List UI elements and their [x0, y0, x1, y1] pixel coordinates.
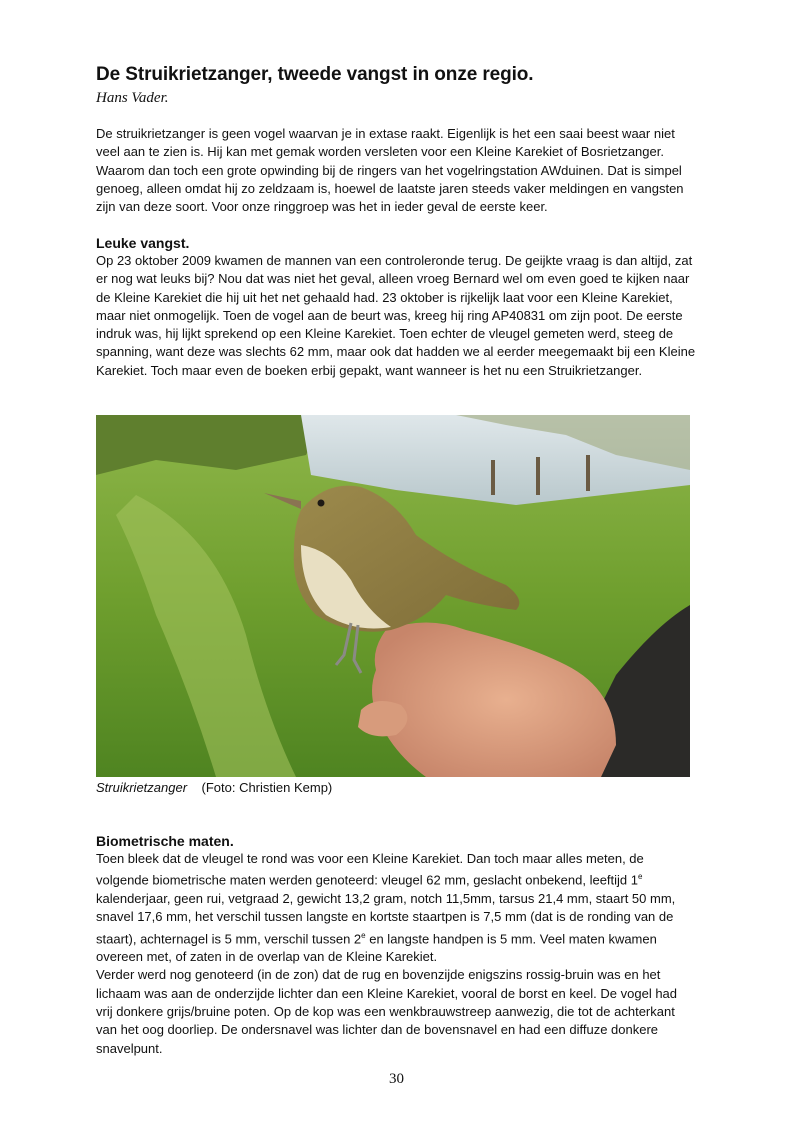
section-heading-biometrische-maten: Biometrische maten.	[96, 833, 234, 849]
biometrics-text-2: kalenderjaar, geen rui, vetgraad 2, gewicht 13,2 gram, notch 11,5mm, tarsus 21,4 mm, staart 50 mm, snavel 17,6 mm, het verschil tussen langste en kortste staartpen is 7,5 mm (dat is de ronding van de staart), achternagel is 5 mm, verschil tussen 2	[96, 890, 676, 946]
section-body-biometrische-maten	[96, 850, 696, 1058]
article-author: Hans Vader.	[96, 90, 169, 106]
biometrics-text-1: Toen bleek dat de vleugel te rond was voor een Kleine Karekiet. Dan toch maar alles meten, de volgende biometrische maten werden genoteerd: vleugel 62 mm, geslacht onbekend, leeftijd 1	[96, 851, 644, 888]
bird-photo	[96, 415, 690, 777]
caption-credit: (Foto: Christien Kemp)	[201, 780, 333, 795]
intro-paragraph: De struikrietzanger is geen vogel waarvan je in extase raakt. Eigenlijk is het een saai beest waar niet veel aan te zien is. Hij kan met gemak worden versleten voor een Kleine Karekiet of Bosrietzanger. Waarom dan toch een grote opwinding bij de ringers van het vogelringstation AWduinen. Dat is simpel genoeg, alleen omdat hij zo zeldzaam is, hoewel de laatste jaren steeds vaker meldingen en vangsten zijn van deze soort. Voor onze ringgroep was het in ieder geval de eerste keer.	[96, 126, 684, 215]
superscript-e: e	[638, 872, 643, 882]
section-heading-leuke-vangst: Leuke vangst.	[96, 235, 190, 251]
superscript-e: e	[361, 930, 366, 940]
caption-species: Struikrietzanger	[96, 780, 188, 795]
section-body-leuke-vangst: Op 23 oktober 2009 kwamen de mannen van een controleronde terug. De geijkte vraag is dan altijd, zat er nog wat leuks bij? Nou dat was niet het geval, alleen vroeg Bernard wel om even goed te kijken naar de Kleine Karekiet die hij uit het net gehaald had. 23 oktober is rijkelijk laat voor een Kleine Karekiet, maar niet onmogelijk. Toen de vogel aan de beurt was, kreeg hij ring AP40831 om zijn poot. De eerste indruk was, hij lijkt sprekend op een Kleine Karekiet. Toen echter de vleugel gemeten werd, steeg de spanning, want deze was slechts 62 mm, maar ook dat hadden we al eerder meegemaakt bij een Kleine Karekiet. Toch maar even de boeken erbij gepakt, want wanneer is het nu een Struikrietzanger.	[96, 253, 696, 378]
article-title: De Struikrietzanger, tweede vangst in onze regio.	[96, 64, 534, 85]
biometrics-text-4: Verder werd nog genoteerd (in de zon) dat de rug en bovenzijde enigszins rossig-bruin was en het lichaam was aan de onderzijde lichter dan een Kleine Karekiet, vooral de borst en keel. De vogel had vrij donkere grijs/bruine poten. Op de kop was een wenkbrauwstreep aanwezig, die tot de achterkant van het oog doorliep. De ondersnavel was lichter dan de bovensnavel en had een diffuze donkere snavelpunt.	[96, 967, 678, 1056]
biometrics-text-3: en langste handpen is 5 mm. Veel maten kwamen overeen met, of zaten in de overlap van de Kleine Karekiet.	[96, 930, 657, 965]
page-number: 30	[389, 1071, 404, 1087]
photo-caption	[96, 780, 332, 795]
